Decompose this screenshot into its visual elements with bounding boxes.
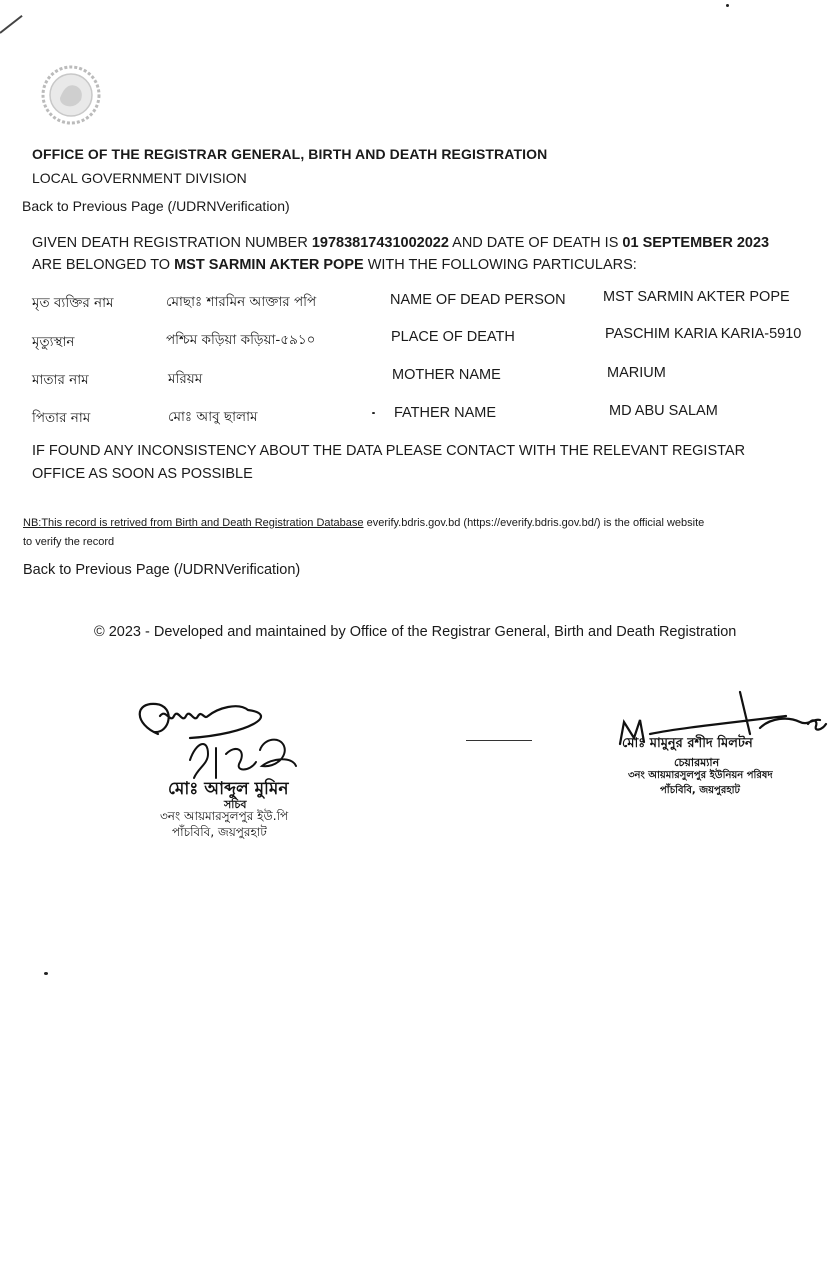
label-en-dead-person: NAME OF DEAD PERSON xyxy=(390,292,566,308)
value-bn-mother-name: মরিয়ম xyxy=(168,371,203,387)
value-en-dead-person: MST SARMIN AKTER POPE xyxy=(603,289,790,305)
back-link-bottom[interactable]: Back to Previous Page (/UDRNVerification) xyxy=(23,562,301,578)
statement-text: GIVEN DEATH REGISTRATION NUMBER xyxy=(32,235,312,251)
label-bn-father-name: পিতার নাম xyxy=(32,410,91,426)
label-en-mother-name: MOTHER NAME xyxy=(392,367,501,383)
chairman-office: ৩নং আয়মারসুলপুর ইউনিয়ন পরিষদ xyxy=(628,770,773,781)
label-bn-place-of-death: মৃত্যুস্থান xyxy=(32,334,75,350)
scan-speck xyxy=(44,972,48,975)
person-name: MST SARMIN AKTER POPE xyxy=(174,257,364,273)
value-en-place-of-death: PASCHIM KARIA KARIA-5910 xyxy=(605,326,802,342)
scan-edge-mark xyxy=(0,15,23,34)
registration-number: 19783817431002022 xyxy=(311,235,449,251)
database-note xyxy=(23,514,832,552)
value-bn-dead-person: মোছাঃ শারমিন আক্তার পপি xyxy=(166,294,317,310)
secretary-office: ৩নং আয়মারসুলপুর ইউ.পি xyxy=(160,809,289,823)
chairman-signature-block xyxy=(600,688,832,808)
government-seal-icon xyxy=(40,64,102,126)
scan-speck xyxy=(726,4,729,7)
note-website-text: everify.bdris.gov.bd (https://everify.bdris.gov.bd/) is the official website xyxy=(363,517,705,529)
value-bn-father-name: মোঃ আবু ছালাম xyxy=(168,409,258,425)
date-of-death: 01 SEPTEMBER 2023 xyxy=(622,235,770,251)
back-link-top[interactable]: Back to Previous Page (/UDRNVerification) xyxy=(22,198,290,214)
secretary-name: মোঃ আব্দুল মুমিন xyxy=(168,779,289,799)
chairman-title: চেয়ারম্যান xyxy=(674,756,720,769)
secretary-location: পাঁচবিবি, জয়পুরহাট xyxy=(172,825,267,839)
division-name: LOCAL GOVERNMENT DIVISION xyxy=(32,170,247,186)
secretary-title: সচিব xyxy=(224,798,247,811)
scan-speck xyxy=(372,412,375,414)
notice-line: OFFICE AS SOON AS POSSIBLE xyxy=(32,466,253,482)
label-bn-mother-name: মাতার নাম xyxy=(32,372,89,388)
secretary-signature-block xyxy=(130,694,360,844)
inconsistency-notice xyxy=(32,440,822,486)
value-bn-place-of-death: পশ্চিম কড়িয়া কড়িয়া-৫৯১০ xyxy=(166,332,316,348)
copyright-footer: © 2023 - Developed and maintained by Office of the Registrar General, Birth and Death Registration xyxy=(94,624,737,640)
label-bn-dead-person: মৃত ব্যক্তির নাম xyxy=(32,295,114,311)
notice-line: IF FOUND ANY INCONSISTENCY ABOUT THE DATA PLEASE CONTACT WITH THE RELEVANT REGISTAR xyxy=(32,443,746,459)
note-text: to verify the record xyxy=(23,536,115,548)
value-en-mother-name: MARIUM xyxy=(607,365,666,381)
value-en-father-name: MD ABU SALAM xyxy=(609,403,718,419)
chairman-name: মোঃ মামুনুর রশীদ মিলটন xyxy=(622,736,753,751)
chairman-location: পাঁচবিবি, জয়পুরহাট xyxy=(660,785,740,796)
separator-dash xyxy=(466,740,532,741)
registration-statement xyxy=(32,232,832,276)
statement-text: AND DATE OF DEATH IS xyxy=(448,235,623,251)
signature-scribble-left xyxy=(130,694,360,784)
statement-text: WITH THE FOLLOWING PARTICULARS: xyxy=(363,257,637,273)
label-en-place-of-death: PLACE OF DEATH xyxy=(391,329,515,345)
statement-text: ARE BELONGED TO xyxy=(32,257,175,273)
label-en-father-name: FATHER NAME xyxy=(394,405,497,421)
note-underlined-text: NB:This record is retrived from Birth and Death Registration Database xyxy=(23,517,364,529)
office-title: OFFICE OF THE REGISTRAR GENERAL, BIRTH AND DEATH REGISTRATION xyxy=(32,146,548,162)
